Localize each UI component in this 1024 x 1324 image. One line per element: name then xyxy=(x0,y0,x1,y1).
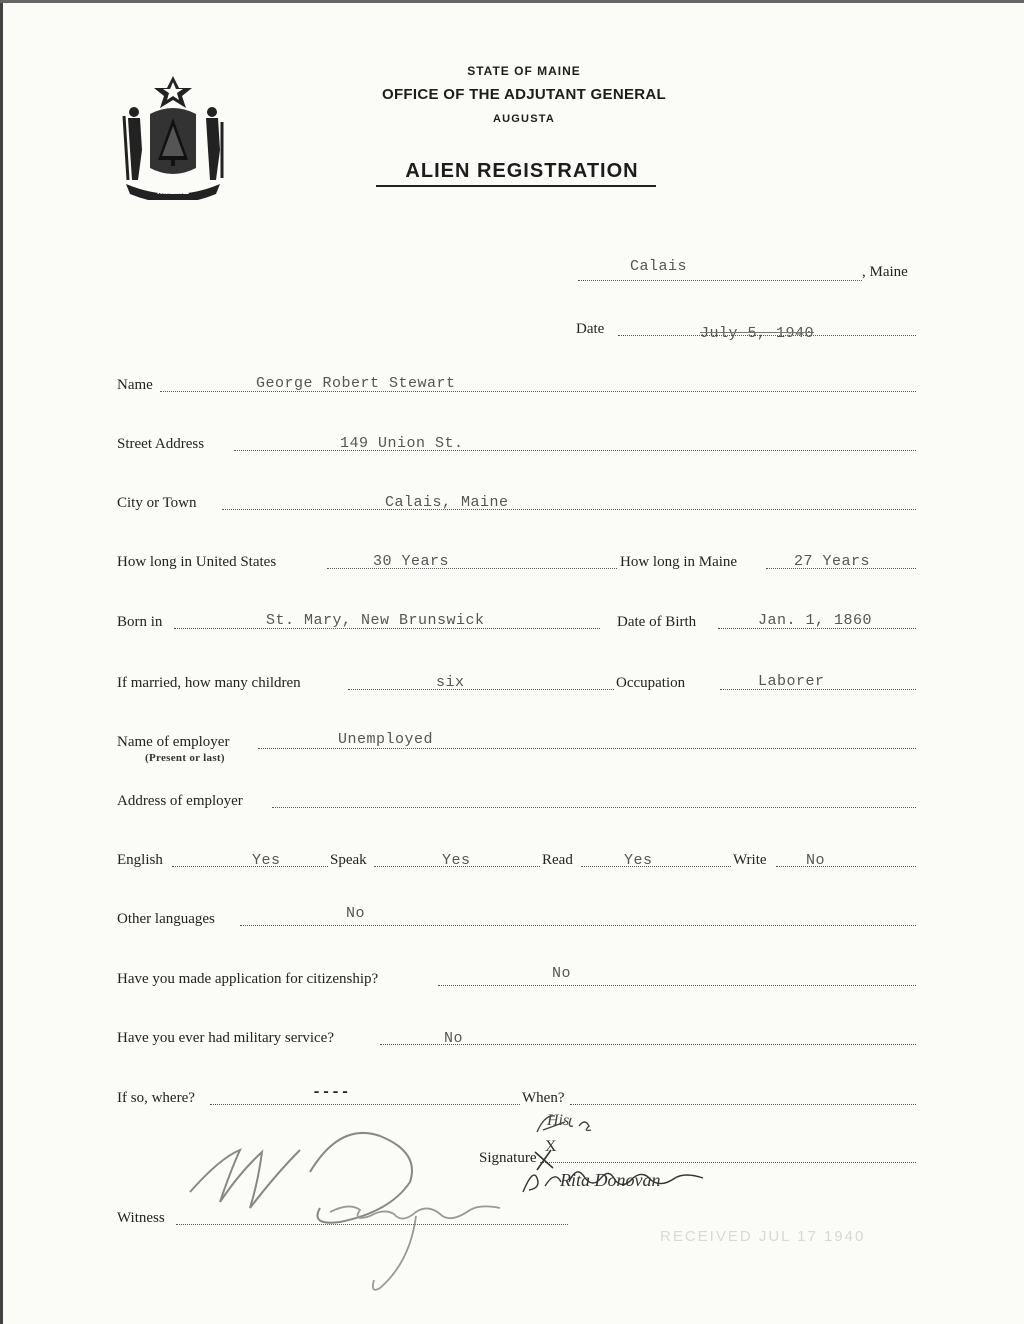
signature-label: Signature xyxy=(479,1150,537,1166)
citizenship-label: Have you made application for citizenship? xyxy=(117,971,379,987)
date-value: July 5, 1940 xyxy=(700,325,815,342)
military-value: No xyxy=(444,1030,464,1047)
received-stamp: RECEIVED JUL 17 1940 xyxy=(660,1228,866,1245)
city-label: City or Town xyxy=(117,495,197,511)
street-label: Street Address xyxy=(117,436,205,452)
children-value: six xyxy=(436,674,465,691)
years-us-value: 30 Years xyxy=(373,553,450,570)
town-value: Calais xyxy=(630,258,688,275)
form-title: ALIEN REGISTRATION xyxy=(405,160,639,182)
employer-address-label: Address of employer xyxy=(117,793,243,809)
other-languages-line xyxy=(240,925,916,926)
write-value: No xyxy=(806,852,826,869)
speak-value: Yes xyxy=(442,852,471,869)
dob-value: Jan. 1, 1860 xyxy=(758,612,873,629)
town-line xyxy=(578,280,862,281)
signer-name: Rita Donovan xyxy=(560,1170,661,1190)
children-line xyxy=(348,689,614,690)
born-in-label: Born in xyxy=(117,614,163,630)
citizenship-line xyxy=(438,985,916,986)
read-value: Yes xyxy=(624,852,653,869)
city-heading: AUGUSTA xyxy=(493,113,555,125)
when-label: When? xyxy=(522,1090,565,1106)
witness-name xyxy=(300,1300,305,1301)
employer-line xyxy=(258,748,916,749)
write-label: Write xyxy=(733,852,767,868)
employer-label: Name of employer xyxy=(117,734,230,750)
english-line xyxy=(172,866,328,867)
other-languages-label: Other languages xyxy=(117,911,215,927)
write-line xyxy=(776,866,916,867)
witness-handwriting xyxy=(180,1112,540,1297)
where-label: If so, where? xyxy=(117,1090,195,1106)
mark-note: His xyxy=(547,1112,570,1129)
street-line xyxy=(234,450,916,451)
years-us-label: How long in United States xyxy=(117,554,277,570)
years-maine-value: 27 Years xyxy=(794,553,871,570)
name-label: Name xyxy=(117,377,153,393)
citizenship-value: No xyxy=(552,965,572,982)
born-in-value: St. Mary, New Brunswick xyxy=(266,612,485,629)
office-heading: OFFICE OF THE ADJUTANT GENERAL xyxy=(382,86,666,103)
signature-x-mark: X xyxy=(545,1138,557,1155)
military-label: Have you ever had military service? xyxy=(117,1030,334,1046)
employer-value: Unemployed xyxy=(338,731,434,748)
english-label: English xyxy=(117,852,163,868)
occupation-value: Laborer xyxy=(758,673,825,690)
years-us-line xyxy=(327,568,617,569)
employer-address-line xyxy=(272,807,916,808)
seal-banner-text: MAINE xyxy=(156,186,190,197)
read-label: Read xyxy=(542,852,573,868)
state-suffix-label: , Maine xyxy=(862,264,908,280)
where-line xyxy=(210,1104,520,1105)
street-value: 149 Union St. xyxy=(340,435,464,452)
employer-sublabel: (Present or last) xyxy=(145,752,225,764)
read-line xyxy=(581,866,731,867)
city-line xyxy=(222,509,916,510)
witness-label: Witness xyxy=(117,1210,165,1226)
dob-label: Date of Birth xyxy=(617,614,697,630)
other-languages-value: No xyxy=(346,905,366,922)
scan-edge-left xyxy=(0,0,3,1324)
city-value: Calais, Maine xyxy=(385,494,509,511)
speak-label: Speak xyxy=(330,852,367,868)
scan-edge-top xyxy=(0,0,1024,3)
occupation-label: Occupation xyxy=(616,675,686,691)
when-line xyxy=(570,1104,916,1105)
english-value: Yes xyxy=(252,852,281,869)
years-maine-label: How long in Maine xyxy=(620,554,738,570)
date-label: Date xyxy=(576,321,605,337)
state-heading: STATE OF MAINE xyxy=(467,64,581,78)
children-label: If married, how many children xyxy=(117,675,301,691)
title-underline xyxy=(376,185,656,187)
where-value: ---- xyxy=(312,1084,351,1101)
name-value: George Robert Stewart xyxy=(256,375,456,392)
